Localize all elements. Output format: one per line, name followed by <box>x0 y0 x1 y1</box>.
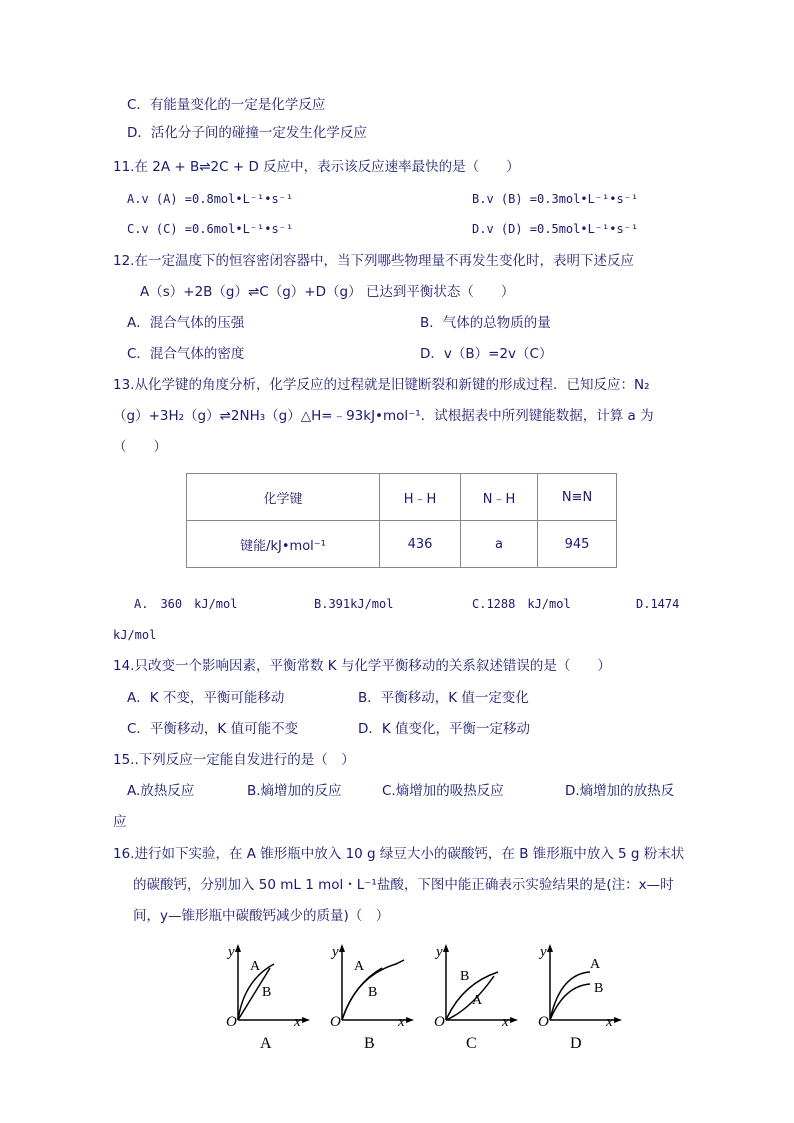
graph-option-label: B <box>364 1035 375 1052</box>
q12-stem: 12.在一定温度下的恒容密闭容器中，当下列哪些物理量不再发生变化时，表明下述反应 <box>113 253 634 269</box>
q15-stem: 15..下列反应一定能自发进行的是（ ） <box>113 752 355 768</box>
x-axis-label: x <box>294 1014 301 1030</box>
q12-option-d: D．v（B）=2v（C） <box>420 346 553 362</box>
graph-c <box>430 940 530 1060</box>
table-header-cell: 化学键 <box>187 474 380 521</box>
q14-option-a: A．K 不变，平衡可能移动 <box>127 690 285 706</box>
graph-option-label: D <box>570 1035 582 1052</box>
graph-option-label: C <box>466 1035 477 1052</box>
curve-label-upper: A <box>590 957 601 972</box>
origin-label: O <box>538 1014 549 1030</box>
y-axis-label: y <box>332 944 339 960</box>
table-cell: 436 <box>380 521 461 568</box>
curve-label-upper: A <box>354 959 365 974</box>
q11-option-d: D.v (D) =0.5mol•L⁻¹•s⁻¹ <box>472 222 639 236</box>
table-cell: 945 <box>538 521 617 568</box>
q10-option-d: D．活化分子间的碰撞一定发生化学反应 <box>127 125 367 141</box>
q14-option-c: C．平衡移动，K 值可能不变 <box>127 721 299 737</box>
q13-option-a: A. 360 kJ/mol <box>134 597 238 611</box>
table-header-cell: N﹣H <box>461 474 538 521</box>
q15-option-d: D.熵增加的放热反 <box>565 783 675 799</box>
y-axis-label: y <box>436 944 443 960</box>
q13-line-2: （g）+3H₂（g）⇌2NH₃（g）△H=﹣93kJ•mol⁻¹．试根据表中所列键能数据，计算 a 为 <box>113 408 654 424</box>
x-axis-label: x <box>606 1014 613 1030</box>
table-header-cell: H﹣H <box>380 474 461 521</box>
curve-label-lower: B <box>594 981 604 996</box>
q13-option-c: C.1288 kJ/mol <box>472 597 571 611</box>
graph-a <box>222 940 322 1060</box>
q13-option-d-cont: kJ/mol <box>113 628 157 642</box>
table-row <box>187 474 617 521</box>
q15-option-b: B.熵增加的反应 <box>247 783 342 799</box>
q14-option-b: B．平衡移动，K 值一定变化 <box>358 690 529 706</box>
q15-option-d-cont: 应 <box>113 814 127 830</box>
q13-line-3: （ ） <box>113 439 167 455</box>
curve-label-lower: B <box>368 985 378 1000</box>
table-cell: 键能/kJ•mol⁻¹ <box>187 521 380 568</box>
table-header-cell: N≡N <box>538 474 617 521</box>
origin-label: O <box>330 1014 341 1030</box>
origin-label: O <box>434 1014 445 1030</box>
table-row <box>187 521 617 568</box>
q14-stem: 14.只改变一个影响因素，平衡常数 K 与化学平衡移动的关系叙述错误的是（ ） <box>113 658 611 674</box>
q16-line-3: 间，y—锥形瓶中碳酸钙减少的质量)（ ） <box>133 908 390 924</box>
q11-option-b: B.v (B) =0.3mol•L⁻¹•s⁻¹ <box>472 192 639 206</box>
q16-line-2: 的碳酸钙，分别加入 50 mL 1 mol・L⁻¹盐酸，下图中能正确表示实验结果的是(注：x—时 <box>133 877 674 893</box>
q11-stem: 11.在 2A + B⇌2C + D 反应中，表示该反应速率最快的是（ ） <box>113 159 520 175</box>
y-axis-label: y <box>540 944 547 960</box>
curve-label-upper: B <box>460 969 470 984</box>
q12-option-a: A．混合气体的压强 <box>127 315 245 331</box>
x-axis-label: x <box>502 1014 509 1030</box>
origin-label: O <box>226 1014 237 1030</box>
q13-option-b: B.391kJ/mol <box>314 597 394 611</box>
q16-line-1: 16.进行如下实验，在 A 锥形瓶中放入 10 g 绿豆大小的碳酸钙，在 B 锥形瓶中放入 5 g 粉末状 <box>113 846 685 862</box>
q15-option-c: C.熵增加的吸热反应 <box>382 783 504 799</box>
table-cell: a <box>461 521 538 568</box>
bond-energy-table <box>186 473 617 568</box>
q10-option-c: C．有能量变化的一定是化学反应 <box>127 97 326 113</box>
q13-option-d: D.1474 <box>636 597 680 611</box>
q12-reaction: A（s）+2B（g）⇌C（g）+D（g） 已达到平衡状态（ ） <box>140 284 515 300</box>
y-axis-label: y <box>228 944 235 960</box>
curve-label-lower: B <box>262 985 272 1000</box>
q12-option-c: C．混合气体的密度 <box>127 346 245 362</box>
q12-option-b: B．气体的总物质的量 <box>420 315 551 331</box>
curve-label-lower: A <box>472 993 483 1008</box>
q15-option-a: A.放热反应 <box>127 783 195 799</box>
q11-option-c: C.v (C) =0.6mol•L⁻¹•s⁻¹ <box>127 222 294 236</box>
graph-option-label: A <box>260 1035 272 1052</box>
q13-line-1: 13.从化学键的角度分析，化学反应的过程就是旧键断裂和新键的形成过程．已知反应：N₂ <box>113 377 650 393</box>
q11-option-a: A.v (A) =0.8mol•L⁻¹•s⁻¹ <box>127 192 294 206</box>
graph-b <box>326 940 426 1060</box>
graph-d <box>534 940 634 1060</box>
x-axis-label: x <box>398 1014 405 1030</box>
q14-option-d: D．K 值变化，平衡一定移动 <box>358 721 531 737</box>
curve-label-upper: A <box>250 959 261 974</box>
